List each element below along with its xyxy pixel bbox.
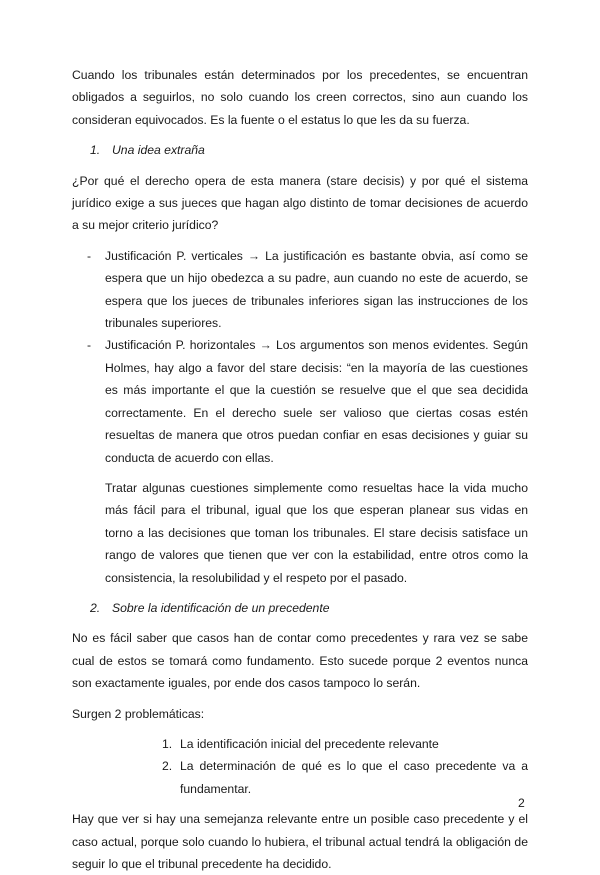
document-page [72, 64, 528, 875]
list-text: La determinación de qué es lo que el caso precedente va a fundamentar. [180, 759, 528, 796]
problems-list [72, 733, 528, 800]
list-item [72, 245, 528, 335]
page-number: 2 [518, 796, 525, 810]
justification-list [72, 245, 528, 469]
list-number: 1. [162, 736, 173, 751]
paragraph-question: ¿Por qué el derecho opera de esta manera (stare decisis) y por qué el sistema jurídico exige a sus jueces que hagan algo distinto de tomar decisiones de acuerdo a su mejor criterio jurídico? [72, 173, 528, 233]
list-item [162, 733, 528, 755]
heading-number: 2. [90, 600, 101, 615]
bullet-marker: - [87, 248, 92, 263]
bullet-text: Justificación P. horizontales → Los argumentos son menos evidentes. Según Holmes, hay algo a favor del stare decisis: “en la mayoría de las cuestiones es más importante el que la cuestión se resuelve que el que sea decidida correctamente. En el derecho suele ser valioso que ciertas cosas estén resueltas de manera que otros puedan confiar en esas decisiones y guiar su conducta de acuerdo con ellas. [105, 338, 528, 465]
heading-text: Sobre la identificación de un precedente [112, 600, 330, 615]
bullet-marker: - [87, 338, 92, 353]
list-item [72, 334, 528, 468]
heading-text: Una idea extraña [112, 143, 205, 158]
list-item [162, 755, 528, 800]
heading-number: 1. [90, 143, 101, 158]
paragraph-identification: No es fácil saber que casos han de contar como precedentes y rara vez se sabe cual de estos se tomará como fundamento. Esto sucede porque 2 eventos nunca son exactamente iguales, por ende dos casos tampoco lo serán. [72, 631, 528, 691]
section-heading-2 [90, 597, 528, 619]
paragraph-stare-decisis: Tratar algunas cuestiones simplemente como resueltas hace la vida mucho más fácil para el tribunal, igual que los que esperan planear sus vidas en torno a las decisiones que toman los tribunales. El stare decisis satisface un rango de valores que tienen que ver con la estabilidad, entre otros como la consistencia, la resolubilidad y el respeto por el pasado. [105, 480, 528, 585]
bullet-text: Justificación P. verticales → La justificación es bastante obvia, así como se espera que un hijo obedezca a su padre, aun cuando no este de acuerdo, se espera que los jueces de tribunales inferiores sigan las instrucciones de los tribunales superiores. [105, 248, 528, 331]
list-text: La identificación inicial del precedente relevante [180, 736, 439, 751]
section-heading-1 [90, 139, 528, 161]
list-number: 2. [162, 759, 173, 774]
paragraph-problems-intro: Surgen 2 problemáticas: [72, 706, 205, 721]
paragraph-conclusion: Hay que ver si hay una semejanza relevante entre un posible caso precedente y el caso actual, porque solo cuando lo hubiera, el tribunal actual tendrá la obligación de seguir lo que el tribunal precedente ha decidido. [72, 812, 528, 871]
paragraph-intro: Cuando los tribunales están determinados por los precedentes, se encuentran obligados a seguirlos, no solo cuando los creen correctos, sino aun cuando los consideran equivocados. Es la fuente o el estatus lo que les da su fuerza. [72, 68, 528, 127]
